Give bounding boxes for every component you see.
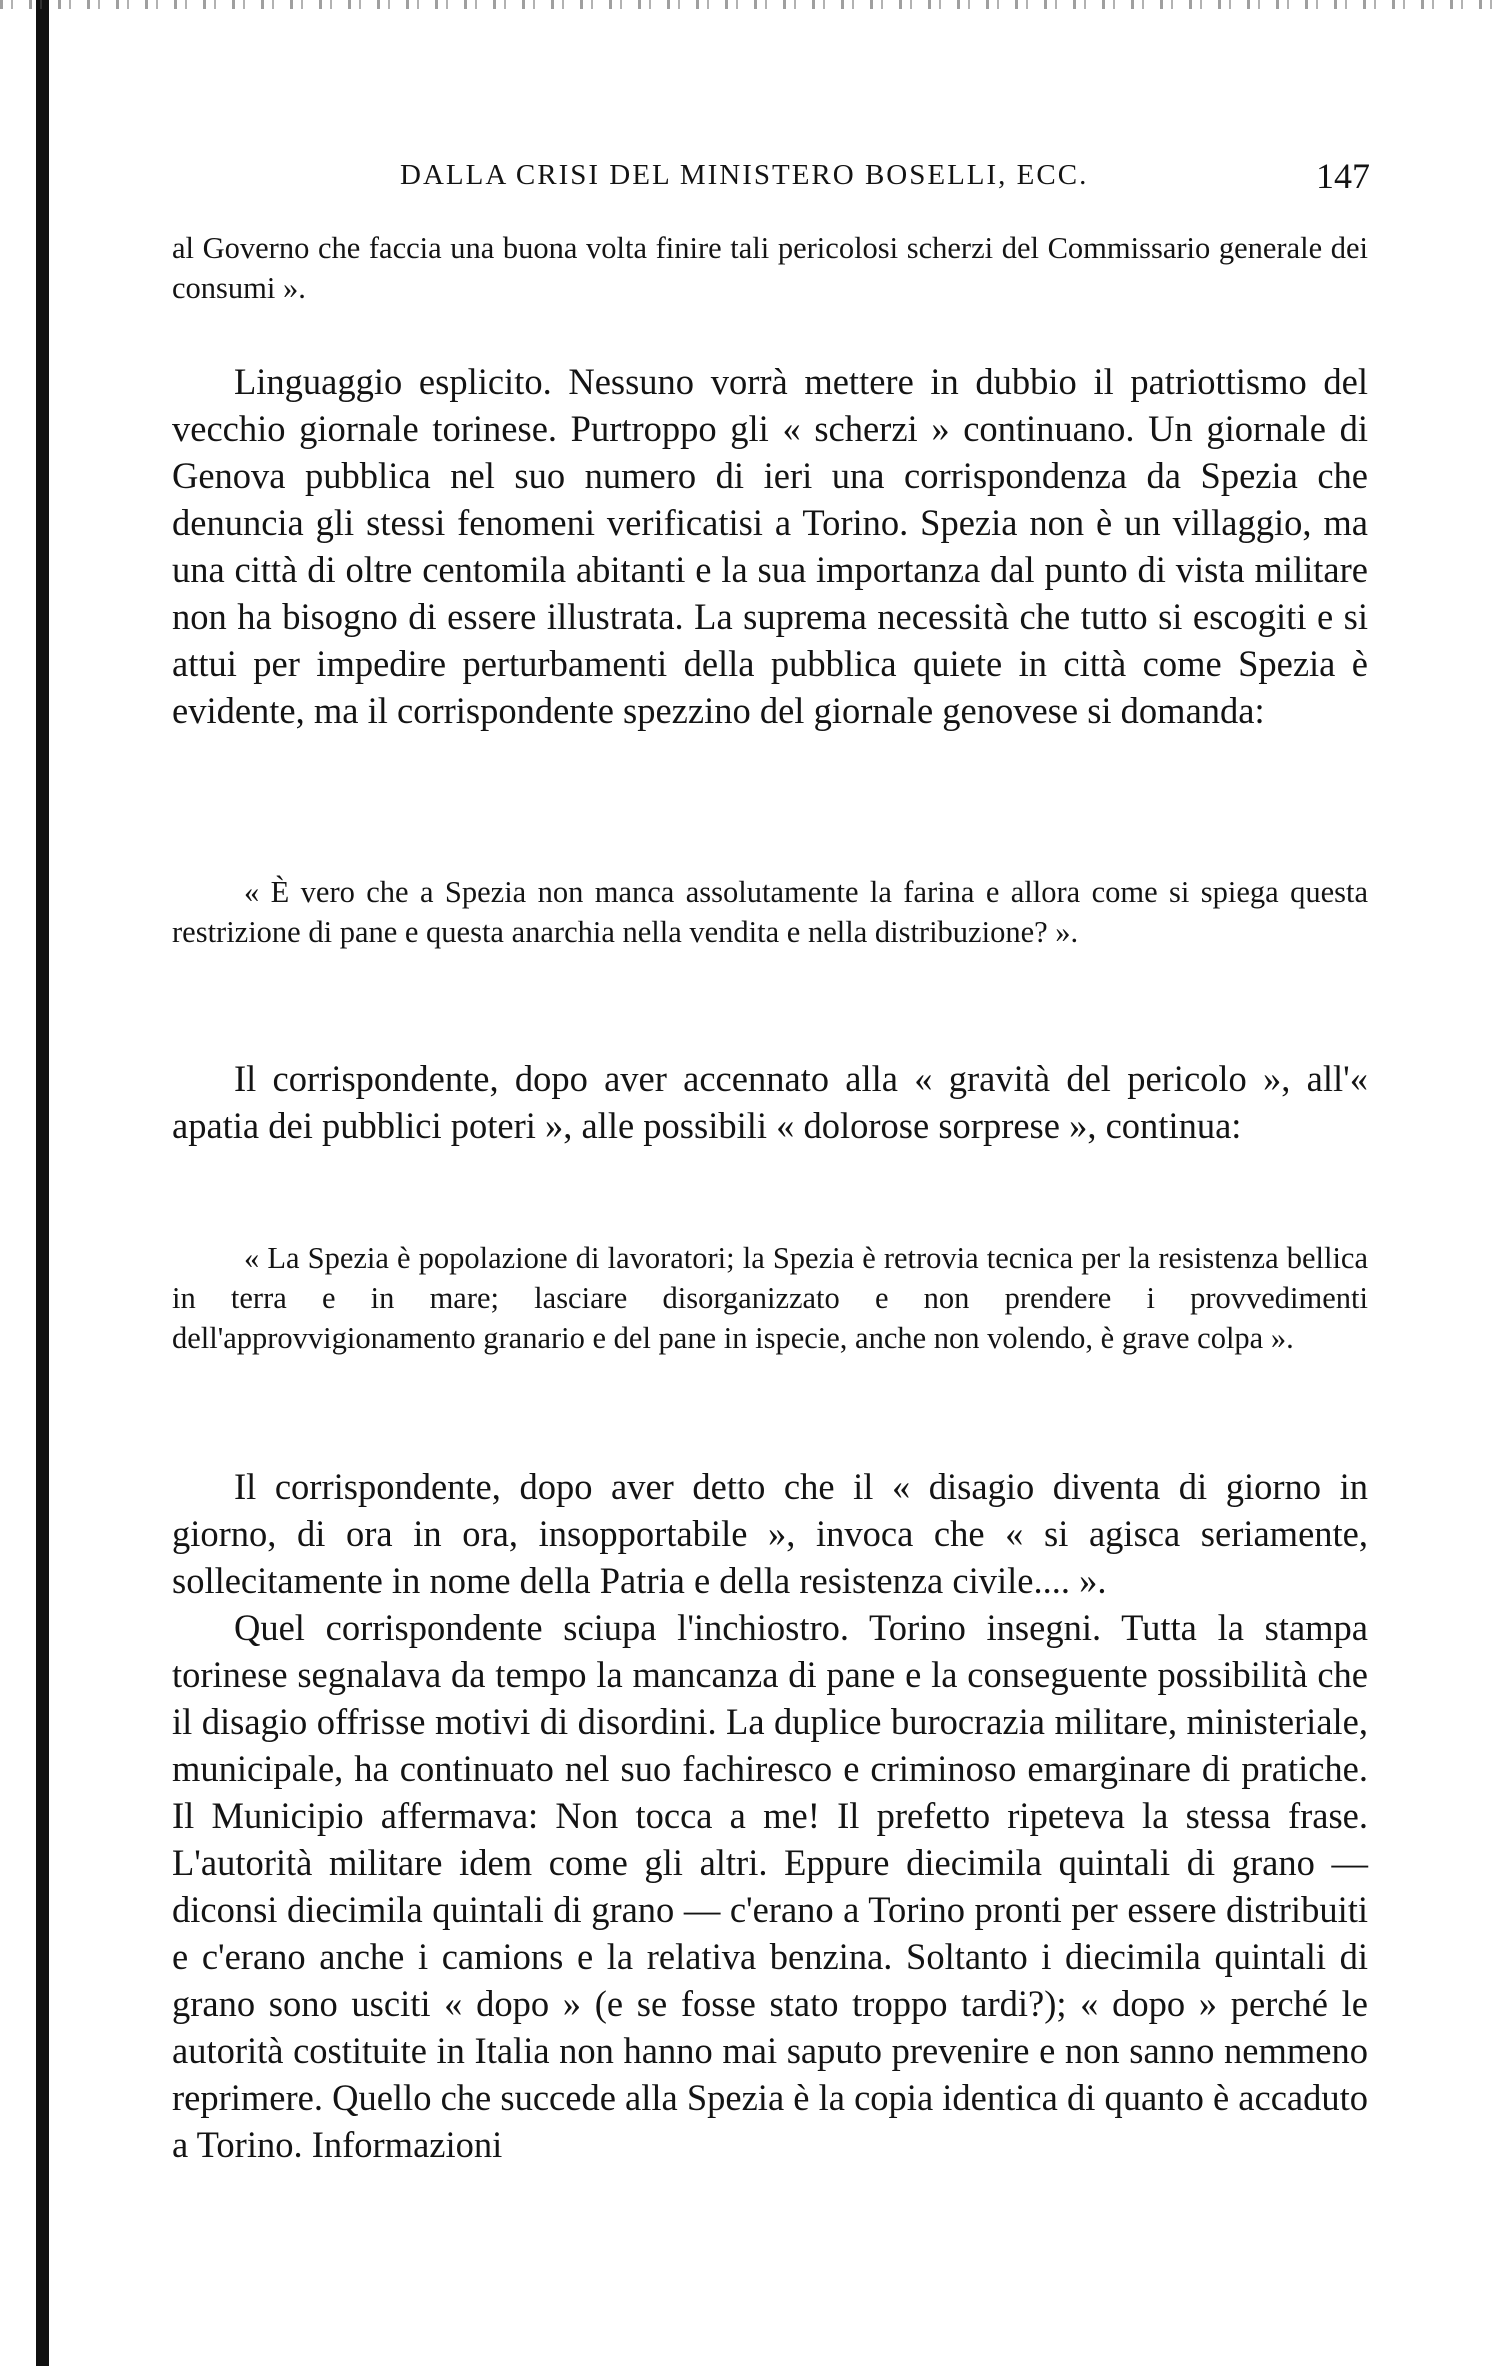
block-quote-1: « È vero che a Spezia non manca assolutamente la farina e allora come si spiega questa restrizione di pane e questa anarchia nella vendita e nella distribuzione? ». [172, 875, 1368, 949]
book-spine-shadow [36, 0, 49, 2366]
running-head: DALLA CRISI DEL MINISTERO BOSELLI, ECC. [400, 159, 1089, 191]
block-quote-2: « La Spezia è popolazione di lavoratori; la Spezia è retrovia tecnica per la resistenza bellica in terra e in mare; lasciare disorganizzato e non prendere i provvedimenti dell'approvvigionamento granario e del pane in ispecie, anche non volendo, è grave colpa ». [172, 1241, 1368, 1355]
body-paragraph-2: Il corrispondente, dopo aver accennato alla « gravità del pericolo », all'« apatia dei pubblici poteri », alle possibili « dolorose sorprese », continua: [172, 1058, 1368, 1146]
page-header [400, 155, 1370, 205]
body-paragraph-4: Quel corrispondente sciupa l'inchiostro. Torino insegni. Tutta la stampa torinese segnalava da tempo la mancanza di pane e la conseguente possibilità che il disagio offrisse motivi di disordini. La duplice burocrazia militare, ministeriale, municipale, ha continuato nel suo fachiresco e criminoso emarginare di pratiche. Il Municipio affermava: Non tocca a me! Il prefetto ripeteva la stessa frase. L'autorità militare idem come gli altri. Eppure diecimila quintali di grano — diconsi diecimila quintali di grano — c'erano a Torino pronti per essere distribuiti e c'erano anche i camions e la relativa benzina. Soltanto i diecimila quintali di grano sono usciti « dopo » (e se fosse stato troppo tardi?); « dopo » perché le autorità costituite in Italia non hanno mai saputo prevenire e non sanno nemmeno reprimere. Quello che succede alla Spezia è la copia identica di quanto è accaduto a Torino. Informazioni [172, 1607, 1368, 2165]
continuation-paragraph: al Governo che faccia una buona volta finire tali pericolosi scherzi del Commissario generale dei consumi ». [172, 231, 1368, 305]
body-paragraph-1: Linguaggio esplicito. Nessuno vorrà mettere in dubbio il patriottismo del vecchio giornale torinese. Purtroppo gli « scherzi » continuano. Un giornale di Genova pubblica nel suo numero di ieri una corrispondenza da Spezia che denuncia gli stessi fenomeni verificatisi a Torino. Spezia non è un villaggio, ma una città di oltre centomila abitanti e la sua importanza dal punto di vista militare non ha bisogno di essere illustrata. La suprema necessità che tutto si escogiti e si attui per impedire perturbamenti della pubblica quiete in città come Spezia è evidente, ma il corrispondente spezzino del giornale genovese si domanda: [172, 361, 1368, 731]
page-number: 147 [1316, 156, 1370, 196]
body-paragraph-3: Il corrispondente, dopo aver detto che il « disagio diventa di giorno in giorno, di ora in ora, insopportabile », invoca che « si agisca seriamente, sollecitamente in nome della Patria e della resistenza civile.... ». [172, 1466, 1368, 1601]
scan-top-edge [0, 0, 1498, 9]
